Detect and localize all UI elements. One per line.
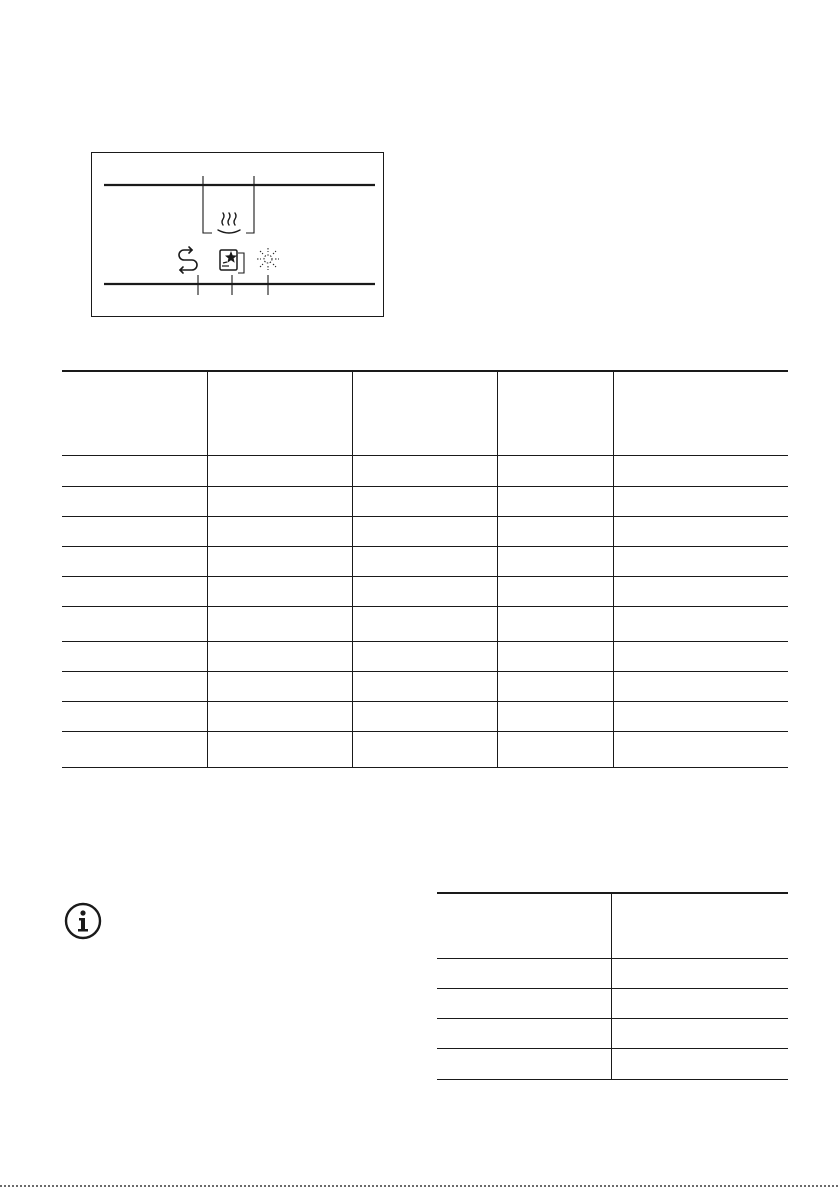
main-table-bottom-rule [62, 767, 788, 768]
column-divider [613, 370, 614, 768]
light-icon [257, 248, 279, 270]
extra-dry-icon [220, 250, 237, 270]
control-panel-drawing [92, 153, 385, 318]
column-divider [611, 892, 612, 1080]
side-table [437, 892, 788, 1082]
table-row [62, 486, 788, 487]
table-row [62, 576, 788, 577]
main-table [62, 370, 788, 769]
column-divider [497, 370, 498, 768]
column-divider [207, 370, 208, 768]
info-icon [64, 902, 102, 940]
table-row [437, 1018, 788, 1019]
side-table-top-rule [437, 892, 788, 894]
table-row [62, 606, 788, 607]
steam-icon [218, 213, 240, 233]
table-row [62, 671, 788, 672]
callout-bracket [238, 253, 244, 273]
table-row [62, 516, 788, 517]
page-footer-dotted-rule [0, 1185, 840, 1187]
table-row [62, 701, 788, 702]
table-row [437, 1048, 788, 1049]
main-table-top-rule [62, 370, 788, 372]
auto-open-icon [179, 247, 197, 273]
control-panel-figure [91, 152, 384, 317]
side-table-header-rule [437, 958, 788, 959]
table-row [62, 731, 788, 732]
side-table-bottom-rule [437, 1079, 788, 1080]
table-row [62, 546, 788, 547]
column-divider [352, 370, 353, 768]
table-row [437, 988, 788, 989]
table-row [62, 641, 788, 642]
main-table-header-rule [62, 455, 788, 456]
